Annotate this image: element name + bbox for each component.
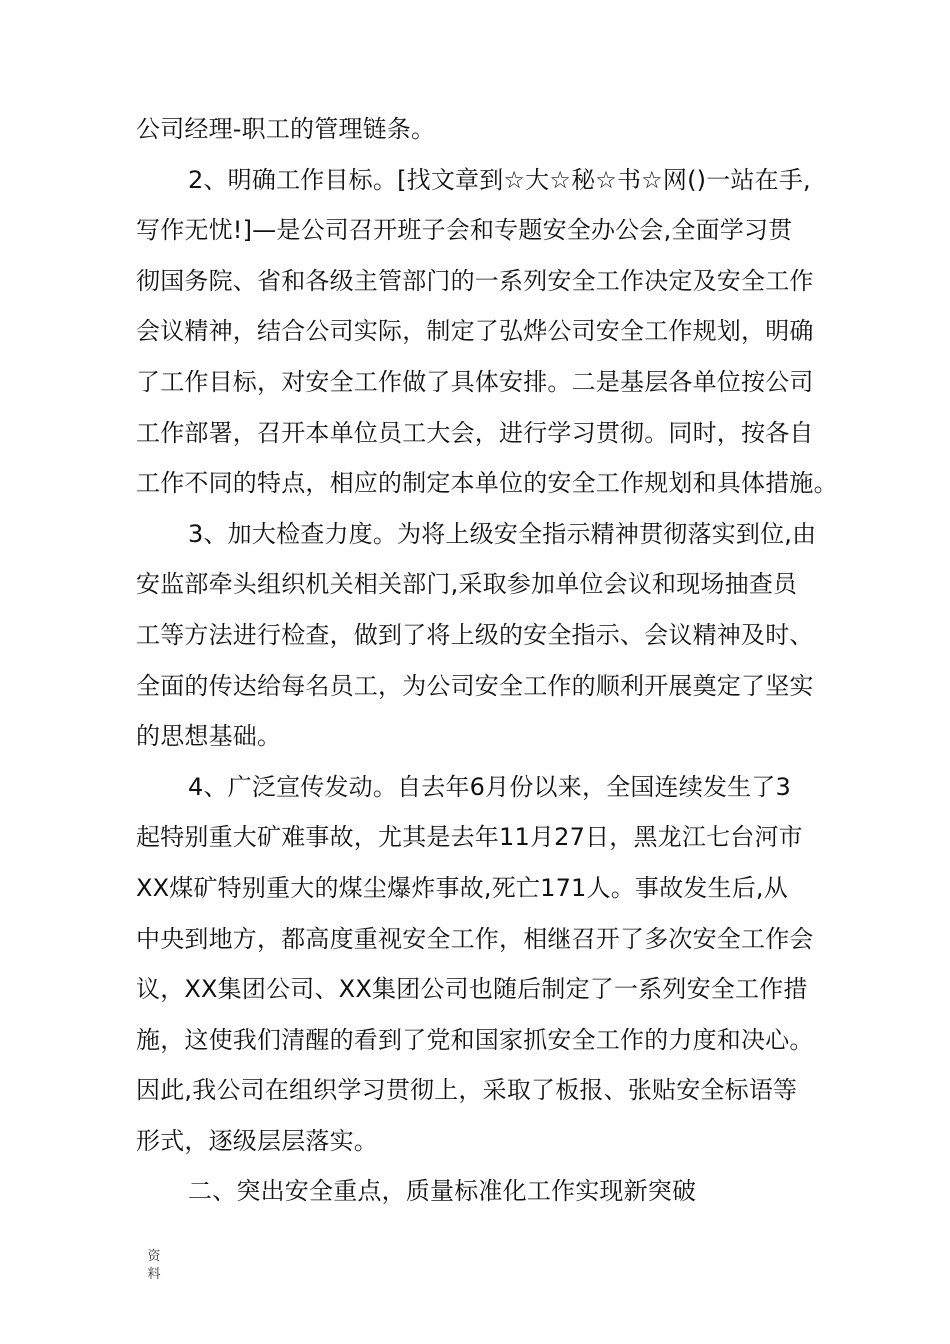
text-line: 彻国务院、省和各级主管部门的一系列安全工作决定及安全工作: [136, 266, 814, 295]
document-body: [136, 104, 836, 1217]
text-line: 会议精神，结合公司实际，制定了弘烨公司安全工作规划，明确: [136, 317, 814, 346]
footer-char: 料: [147, 1267, 161, 1282]
text-line: 施，这使我们清醒的看到了党和国家抓安全工作的力度和决心。: [136, 1025, 814, 1054]
text-line: 工等方法进行检查，做到了将上级的安全指示、会议精神及时、: [136, 620, 814, 649]
text-line: 的思想基础。: [136, 722, 282, 751]
text-line: 工作部署，召开本单位员工大会，进行学习贯彻。同时，按各自: [136, 418, 814, 447]
text-line: 公司经理-职工的管理链条。: [136, 115, 436, 143]
text-line: 议，XX集团公司、XX集团公司也随后制定了一系列安全工作措: [136, 975, 808, 1004]
text-line: 形式，逐级层层落实。: [136, 1126, 378, 1155]
text-line: 安监部牵头组织机关相关部门,采取参加单位会议和现场抽查员: [136, 570, 798, 599]
text-line: 中央到地方，都高度重视安全工作，相继召开了多次安全工作会: [136, 924, 814, 953]
text-line: 因此,我公司在组织学习贯彻上，采取了板报、张贴安全标语等: [136, 1076, 798, 1105]
footer-char: 资: [147, 1249, 161, 1264]
paragraph-start-line: 4、广泛宣传发动。自去年6月份以来，全国连续发生了3: [188, 772, 792, 801]
text-line: 工作不同的特点，相应的制定本单位的安全工作规划和具体措施。: [136, 469, 838, 498]
text-line: 了工作目标，对安全工作做了具体安排。二是基层各单位按公司: [136, 367, 814, 396]
text-line: XX煤矿特别重大的煤尘爆炸事故,死亡171人。事故发生后,从: [136, 873, 788, 902]
text-line: 全面的传达给每名员工，为公司安全工作的顺利开展奠定了坚实: [136, 671, 814, 700]
paragraph-start-line: 2、明确工作目标。[找文章到☆大☆秘☆书☆网()一站在手,: [188, 165, 811, 194]
paragraph-start-line: 3、加大检查力度。为将上级安全指示精神贯彻落实到位,由: [188, 519, 817, 548]
footer-watermark: [146, 1248, 162, 1284]
section-heading: 二、突出安全重点，质量标准化工作实现新突破: [188, 1177, 697, 1206]
text-line: 起特别重大矿难事故，尤其是去年11月27日，黑龙江七台河市: [136, 823, 803, 852]
text-line: 写作无忧!]—是公司召开班子会和专题安全办公会,全面学习贯: [136, 216, 793, 245]
